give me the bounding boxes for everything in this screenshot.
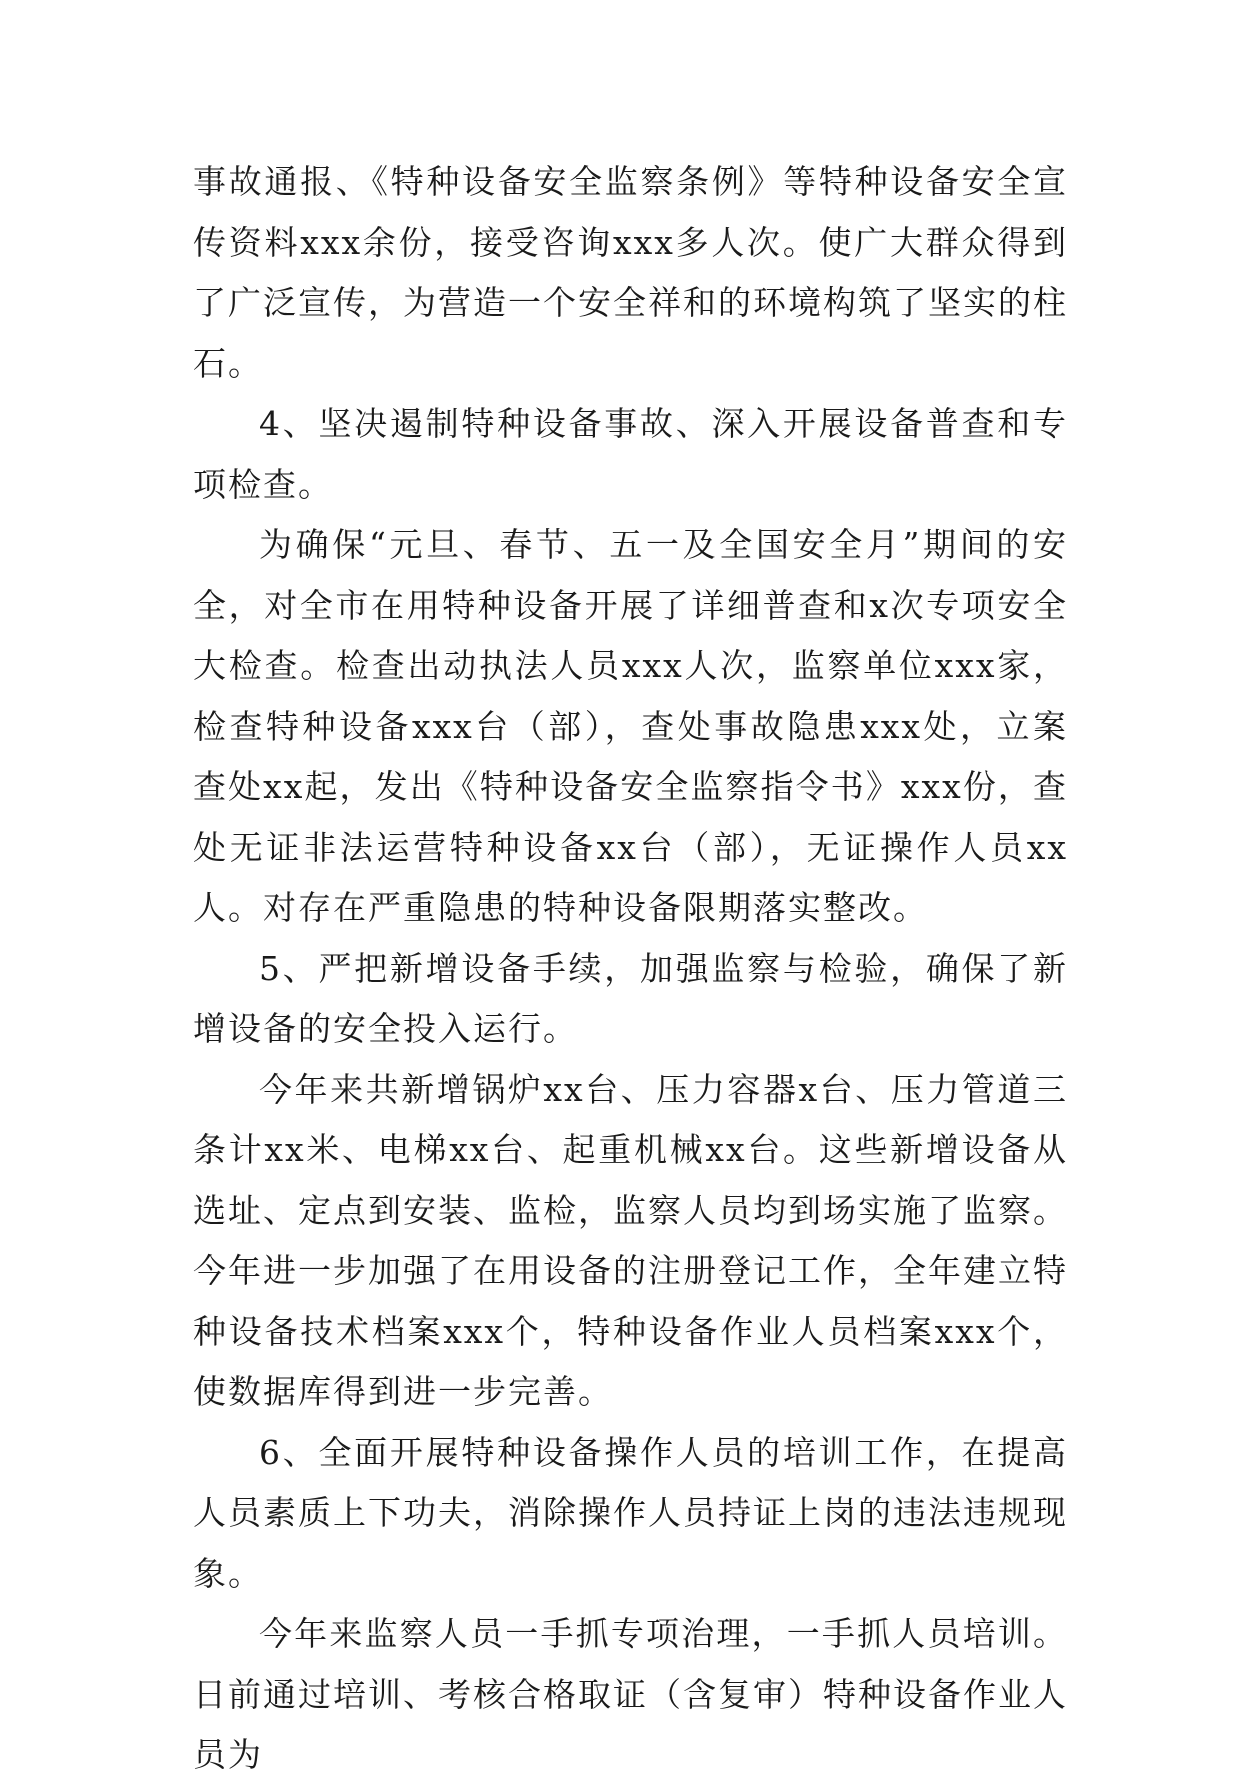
heading-item-4: 4、坚决遏制特种设备事故、深入开展设备普查和专项检查。: [193, 404, 1068, 504]
paragraph-new-equipment: 今年来共新增锅炉xx台、压力容器x台、压力管道三条计xx米、电梯xx台、起重机械xx台。这些新增设备从选址、定点到安装、监检，监察人员均到场实施了监察。今年进一步加强了在用设备的注册登记工作，全年建立特种设备技术档案xxx个，特种设备作业人员档案xxx个，使数据库得到进一步完善。: [193, 1069, 1068, 1411]
paragraph-publicity-continued: 事故通报、《特种设备安全监察条例》等特种设备安全宣传资料xxx余份，接受咨询xxx多人次。使广大群众得到了广泛宣传，为营造一个安全祥和的环境构筑了坚实的柱石。: [193, 162, 1068, 383]
heading-item-6: 6、全面开展特种设备操作人员的培训工作，在提高人员素质上下功夫，消除操作人员持证上岗的违法违规现象。: [193, 1432, 1068, 1593]
paragraph-inspection: 为确保“元旦、春节、五一及全国安全月”期间的安全，对全市在用特种设备开展了详细普查和x次专项安全大检查。检查出动执法人员xxx人次，监察单位xxx家，检查特种设备xxx台（部），查处事故隐患xxx处，立案查处xx起，发出《特种设备安全监察指令书》xxx份，查处无证非法运营特种设备xx台（部），无证操作人员xx人。对存在严重隐患的特种设备限期落实整改。: [193, 525, 1068, 927]
paragraph-training: 今年来监察人员一手抓专项治理，一手抓人员培训。日前通过培训、考核合格取证（含复审）特种设备作业人员为: [193, 1614, 1068, 1774]
heading-item-5: 5、严把新增设备手续，加强监察与检验，确保了新增设备的安全投入运行。: [193, 948, 1068, 1048]
document-body: [193, 152, 1068, 1786]
